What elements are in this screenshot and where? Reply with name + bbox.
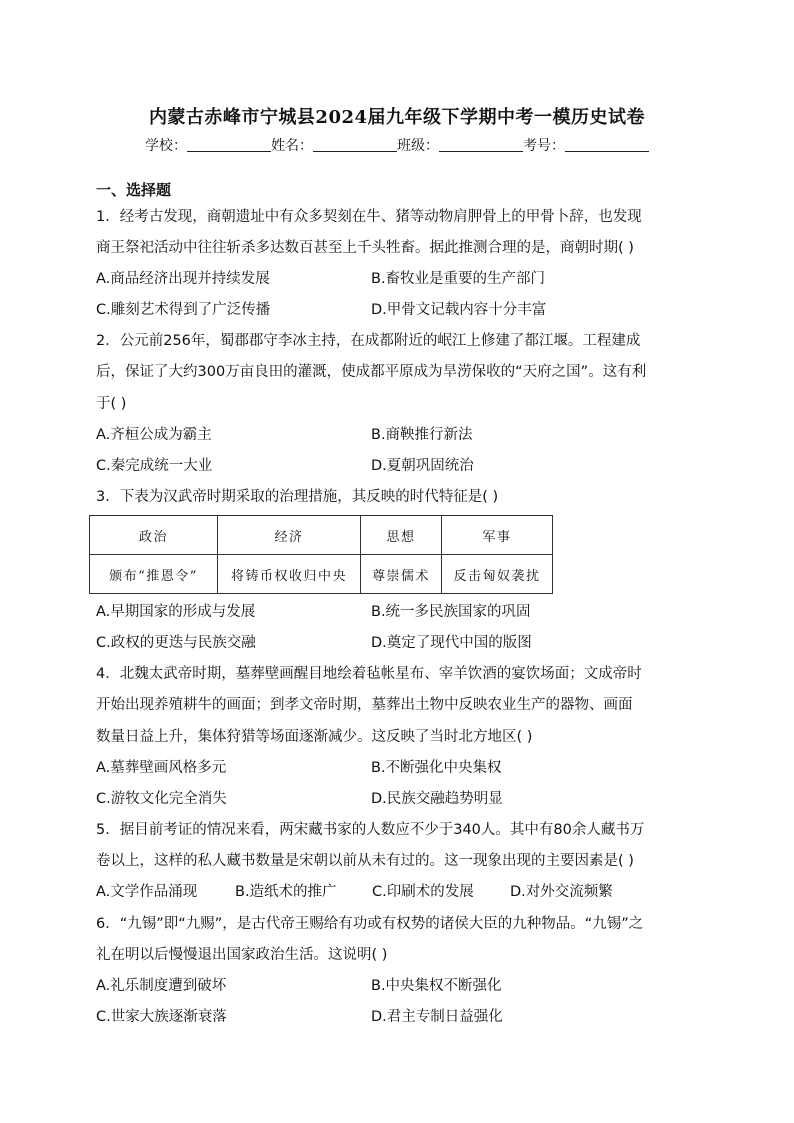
q4-option-b: B.不断强化中央集权 — [371, 760, 502, 776]
q6-line-1: 6．“九锡”即“九赐”，是古代帝王赐给有功或有权势的诸侯大臣的九种物品。“九锡”之 — [96, 916, 644, 932]
q1-line-1: 1．经考古发现，商朝遗址中有众多契刻在牛、猪等动物肩胛骨上的甲骨卜辞，也发现 — [96, 209, 642, 225]
name-label: 姓名： — [271, 138, 313, 154]
q5-option-b: B.造纸术的推广 — [235, 884, 337, 900]
q6-line-2: 礼在明以后慢慢退出国家政治生活。这说明( ) — [96, 947, 388, 963]
q6-option-a: A.礼乐制度遭到破坏 — [96, 978, 227, 994]
q4-line-1: 4．北魏太武帝时期，墓葬壁画醒目地绘着毡帐星布、宰羊饮酒的宴饮场面；文成帝时 — [96, 666, 642, 682]
q6-option-d: D.君主专制日益强化 — [371, 1009, 503, 1025]
q5-line-1: 5．据目前考证的情况来看，两宋藏书家的人数应不少于340人。其中有80余人藏书万 — [96, 822, 645, 838]
q6-option-c: C.世家大族逐渐衰落 — [96, 1009, 227, 1025]
q5-option-a: A.文学作品涌现 — [96, 884, 198, 900]
school-blank — [187, 137, 271, 152]
q2-line-2: 后，保证了大约300万亩良田的灌溉，使成都平原成为旱涝保收的“天府之国”。这有利 — [96, 364, 647, 380]
school-label: 学校： — [145, 138, 187, 154]
q5-option-c: C.印刷术的发展 — [372, 884, 474, 900]
name-blank — [313, 137, 397, 152]
q5-line-2: 卷以上，这样的私人藏书数量是宋朝以前从未有过的。这一现象出现的主要因素是( ) — [96, 853, 634, 869]
q3-line-1: 3．下表为汉武帝时期采取的治理措施，其反映的时代特征是( ) — [96, 489, 499, 505]
q2-option-a: A.齐桓公成为霸主 — [96, 427, 212, 443]
q4-option-d: D.民族交融趋势明显 — [371, 791, 503, 807]
table-cell-politics: 颁布“推恩令” — [90, 555, 218, 594]
q4-option-c: C.游牧文化完全消失 — [96, 791, 227, 807]
table-header-politics: 政治 — [90, 516, 218, 555]
q2-option-c: C.秦完成统一大业 — [96, 458, 213, 474]
q2-line-3: 于( ) — [96, 396, 127, 412]
q2-line-1: 2．公元前256年，蜀郡郡守李冰主持，在成都附近的岷江上修建了都江堰。工程建成 — [96, 333, 641, 349]
table-cell-thought: 尊崇儒术 — [361, 555, 442, 594]
q3-option-a: A.早期国家的形成与发展 — [96, 604, 256, 620]
table-header-row — [90, 516, 553, 555]
q2-option-b: B.商鞅推行新法 — [371, 427, 473, 443]
table-header-thought: 思想 — [361, 516, 442, 555]
class-label: 班级： — [397, 138, 439, 154]
number-label: 考号： — [523, 138, 565, 154]
q1-option-d: D.甲骨文记载内容十分丰富 — [371, 302, 547, 318]
number-blank — [565, 137, 649, 152]
q1-option-a: A.商品经济出现并持续发展 — [96, 271, 270, 287]
section-title: 一、选择题 — [96, 181, 172, 199]
class-blank — [439, 137, 523, 152]
student-info-line — [0, 135, 794, 155]
q3-table — [89, 515, 553, 594]
q6-option-b: B.中央集权不断强化 — [371, 978, 502, 994]
q3-option-d: D.奠定了现代中国的版图 — [371, 635, 532, 651]
q1-option-c: C.雕刻艺术得到了广泛传播 — [96, 302, 271, 318]
table-header-economy: 经济 — [218, 516, 361, 555]
q1-line-2: 商王祭祀活动中往往斩杀多达数百甚至上千头牲畜。据此推测合理的是，商朝时期( ) — [96, 240, 634, 256]
q1-option-b: B.畜牧业是重要的生产部门 — [371, 271, 546, 287]
q5-option-d: D.对外交流频繁 — [510, 884, 613, 900]
table-header-military: 军事 — [442, 516, 553, 555]
page-title: 内蒙古赤峰市宁城县2024届九年级下学期中考一模历史试卷 — [148, 107, 646, 128]
q3-option-b: B.统一多民族国家的巩固 — [371, 604, 531, 620]
table-cell-military: 反击匈奴袭扰 — [442, 555, 553, 594]
q4-option-a: A.墓葬壁画风格多元 — [96, 760, 227, 776]
q3-option-c: C.政权的更迭与民族交融 — [96, 635, 256, 651]
table-row — [90, 555, 553, 594]
q4-line-2: 开始出现养殖耕牛的画面；到孝文帝时期，墓葬出土物中反映农业生产的器物、画面 — [96, 697, 633, 713]
q2-option-d: D.夏朝巩固统治 — [371, 458, 474, 474]
q4-line-3: 数量日益上升，集体狩猎等场面逐渐减少。这反映了当时北方地区( ) — [96, 729, 533, 745]
table-cell-economy: 将铸币权收归中央 — [218, 555, 361, 594]
